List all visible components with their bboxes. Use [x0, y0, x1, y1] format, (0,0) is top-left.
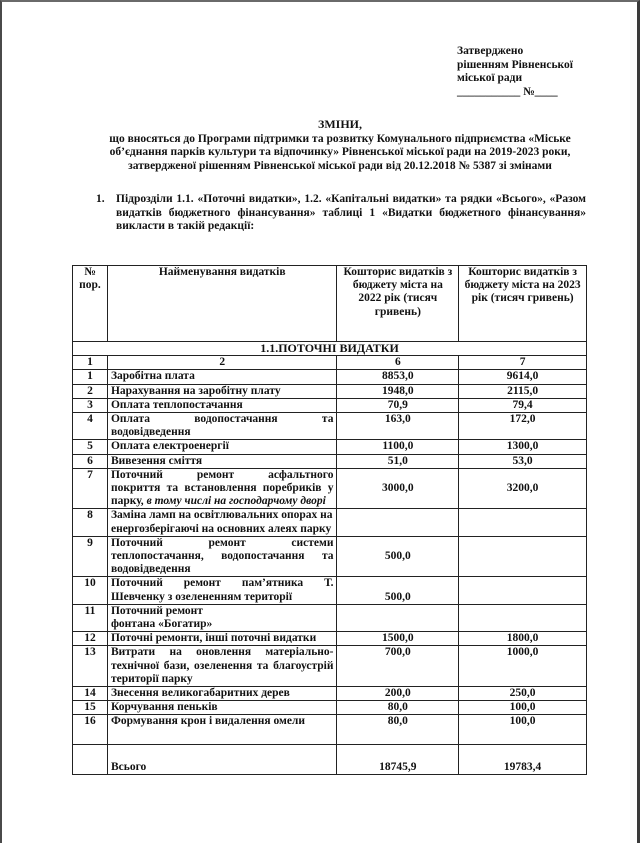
row-name-line: Поточний ремонт пам’ятника Т. — [110, 577, 334, 590]
colnum: 6 — [337, 356, 459, 370]
row-2022: 80,0 — [337, 715, 459, 745]
table-row — [73, 536, 587, 577]
row-name-line: Поточний ремонт асфальтного — [110, 468, 334, 481]
row-num: 12 — [73, 632, 108, 646]
row-2022: 3000,0 — [337, 468, 459, 509]
row-num: 16 — [73, 715, 108, 745]
row-2023 — [459, 509, 587, 536]
row-2023: 1000,0 — [459, 646, 587, 687]
approval-stamp — [457, 45, 573, 99]
approval-line: міської ради — [457, 72, 523, 84]
header-2022-text: Кошторис видатків з бюджету міста на 2022 рік (тисяч гривень) — [343, 266, 453, 318]
row-2023: 3200,0 — [459, 468, 587, 509]
row-name: Заробітна плата — [107, 370, 337, 384]
row-name-line: Поточний ремонт системи — [110, 536, 334, 549]
row-2022 — [337, 509, 459, 536]
table-row — [73, 370, 587, 384]
intro-text: Підрозділи 1.1. «Поточні видатки», 1.2. «Капітальні видатки» та рядки «Всього», «Разом видатків бюджетного фінансування» таблиці 1 «Видатки бюджетного фінансування» викласти в такій редакції: — [116, 193, 586, 232]
row-2023: 2115,0 — [459, 384, 587, 398]
header-2022 — [337, 266, 459, 342]
row-2023 — [459, 536, 587, 577]
row-name: Вивезення сміття — [107, 454, 337, 468]
intro-paragraph — [96, 193, 586, 234]
row-num: 3 — [73, 398, 108, 412]
row-2022: 80,0 — [337, 701, 459, 715]
colnum: 1 — [73, 356, 108, 370]
row-name: Оплата електроенергії — [107, 440, 337, 454]
total-2022: 18745,9 — [337, 745, 459, 775]
row-num: 7 — [73, 468, 108, 509]
table-row — [73, 577, 587, 604]
colnum: 2 — [107, 356, 337, 370]
row-num: 4 — [73, 413, 108, 440]
row-num: 11 — [73, 604, 108, 631]
row-2022 — [337, 604, 459, 631]
row-2023: 172,0 — [459, 413, 587, 440]
row-num: 9 — [73, 536, 108, 577]
row-2023 — [459, 577, 587, 604]
row-name — [107, 413, 337, 440]
row-name-italic: в тому числі на господарчому дворі — [146, 495, 326, 508]
row-num: 2 — [73, 384, 108, 398]
row-num: 5 — [73, 440, 108, 454]
row-num: 13 — [73, 646, 108, 687]
approval-signature-line: ___________ №____ — [457, 85, 558, 98]
row-name-line: водовідведення — [110, 426, 191, 439]
document-title — [60, 118, 620, 173]
column-number-row — [73, 356, 587, 370]
table-header-row — [73, 266, 587, 342]
header-name: Найменування видатків — [107, 266, 337, 342]
row-name — [107, 604, 337, 631]
approval-line: Затверджено — [457, 45, 524, 57]
table-row — [73, 398, 587, 412]
row-num: 8 — [73, 509, 108, 536]
row-name-line: Шевченку з озелененням території — [110, 590, 293, 603]
row-name: Формування крон і видалення омели — [107, 715, 337, 745]
row-num: 1 — [73, 370, 108, 384]
total-row — [73, 745, 587, 775]
row-2022: 200,0 — [337, 687, 459, 701]
row-name-line: Поточний ремонт — [110, 604, 203, 617]
table-row — [73, 687, 587, 701]
table-row — [73, 413, 587, 440]
budget-table — [72, 265, 587, 775]
row-2023: 1300,0 — [459, 440, 587, 454]
title-line: затвердженої рішенням Рівненської міської ради від 20.12.2018 № 5387 зі змінами — [128, 159, 552, 172]
row-2023 — [459, 604, 587, 631]
row-name: Нарахування на заробітну плату — [107, 384, 337, 398]
row-2022: 1100,0 — [337, 440, 459, 454]
row-2022: 1948,0 — [337, 384, 459, 398]
table-row — [73, 604, 587, 631]
row-name-line: Витрати на оновлення матеріально- — [110, 646, 334, 659]
title-line: об’єднання парків культури та відпочинку» Рівненської міської ради на 2019-2023 роки, — [109, 146, 571, 158]
row-name-line: фонтана «Богатир» — [110, 618, 213, 631]
row-num: 15 — [73, 701, 108, 715]
row-name-line: технічної бази, озеленення та благоустрій території парку — [110, 659, 334, 685]
total-num — [73, 745, 108, 775]
table-row — [73, 715, 587, 745]
row-2023: 53,0 — [459, 454, 587, 468]
total-2023: 19783,4 — [459, 745, 587, 775]
table-row — [73, 509, 587, 536]
row-2023: 250,0 — [459, 687, 587, 701]
row-2022: 70,9 — [337, 398, 459, 412]
total-label: Всього — [107, 745, 337, 775]
row-2022: 500,0 — [337, 577, 459, 604]
row-num: 10 — [73, 577, 108, 604]
row-name: Поточні ремонти, інші поточні видатки — [107, 632, 337, 646]
row-name: Оплата теплопостачання — [107, 398, 337, 412]
row-num: 14 — [73, 687, 108, 701]
table-row — [73, 384, 587, 398]
row-name — [107, 646, 337, 687]
row-num: 6 — [73, 454, 108, 468]
row-name — [107, 577, 337, 604]
table-row — [73, 454, 587, 468]
header-num: № пор. — [73, 266, 108, 342]
row-2023: 79,4 — [459, 398, 587, 412]
row-name: Заміна ламп на освітлювальних опорах на енергозберігаючі на основних алеях парку — [107, 509, 337, 536]
approval-line: рішенням Рівненської — [457, 58, 573, 71]
row-name: Знесення великогабаритних дерев — [107, 687, 337, 701]
table-row — [73, 440, 587, 454]
section-title: 1.1.ПОТОЧНІ ВИДАТКИ — [73, 342, 587, 356]
title-line: що вносяться до Програми підтримки та розвитку Комунального підприємства «Міське — [109, 132, 571, 145]
row-name — [107, 536, 337, 577]
table-row — [73, 646, 587, 687]
row-2023: 100,0 — [459, 701, 587, 715]
row-2022: 700,0 — [337, 646, 459, 687]
table-row — [73, 701, 587, 715]
row-2022: 8853,0 — [337, 370, 459, 384]
section-row — [73, 342, 587, 356]
row-2022: 51,0 — [337, 454, 459, 468]
row-name-text: покриття та встановлення поребриків у парку, — [110, 482, 334, 508]
colnum: 7 — [459, 356, 587, 370]
table-row — [73, 632, 587, 646]
row-name: Корчування пеньків — [107, 701, 337, 715]
row-2023: 9614,0 — [459, 370, 587, 384]
row-2023: 1800,0 — [459, 632, 587, 646]
title-heading: ЗМІНИ, — [318, 117, 362, 131]
row-2023: 100,0 — [459, 715, 587, 745]
row-2022: 1500,0 — [337, 632, 459, 646]
header-2023: Кошторис видатків з бюджету міста на 2023 рік (тисяч гривень) — [459, 266, 587, 342]
row-2022: 163,0 — [337, 413, 459, 440]
row-name-line: теплопостачання, водопостачання та водовідведення — [110, 550, 334, 576]
table-row — [73, 468, 587, 509]
intro-number: 1. — [96, 193, 105, 205]
row-name — [107, 468, 337, 509]
row-name-line: Оплата водопостачання та — [110, 413, 334, 426]
row-2022: 500,0 — [337, 536, 459, 577]
